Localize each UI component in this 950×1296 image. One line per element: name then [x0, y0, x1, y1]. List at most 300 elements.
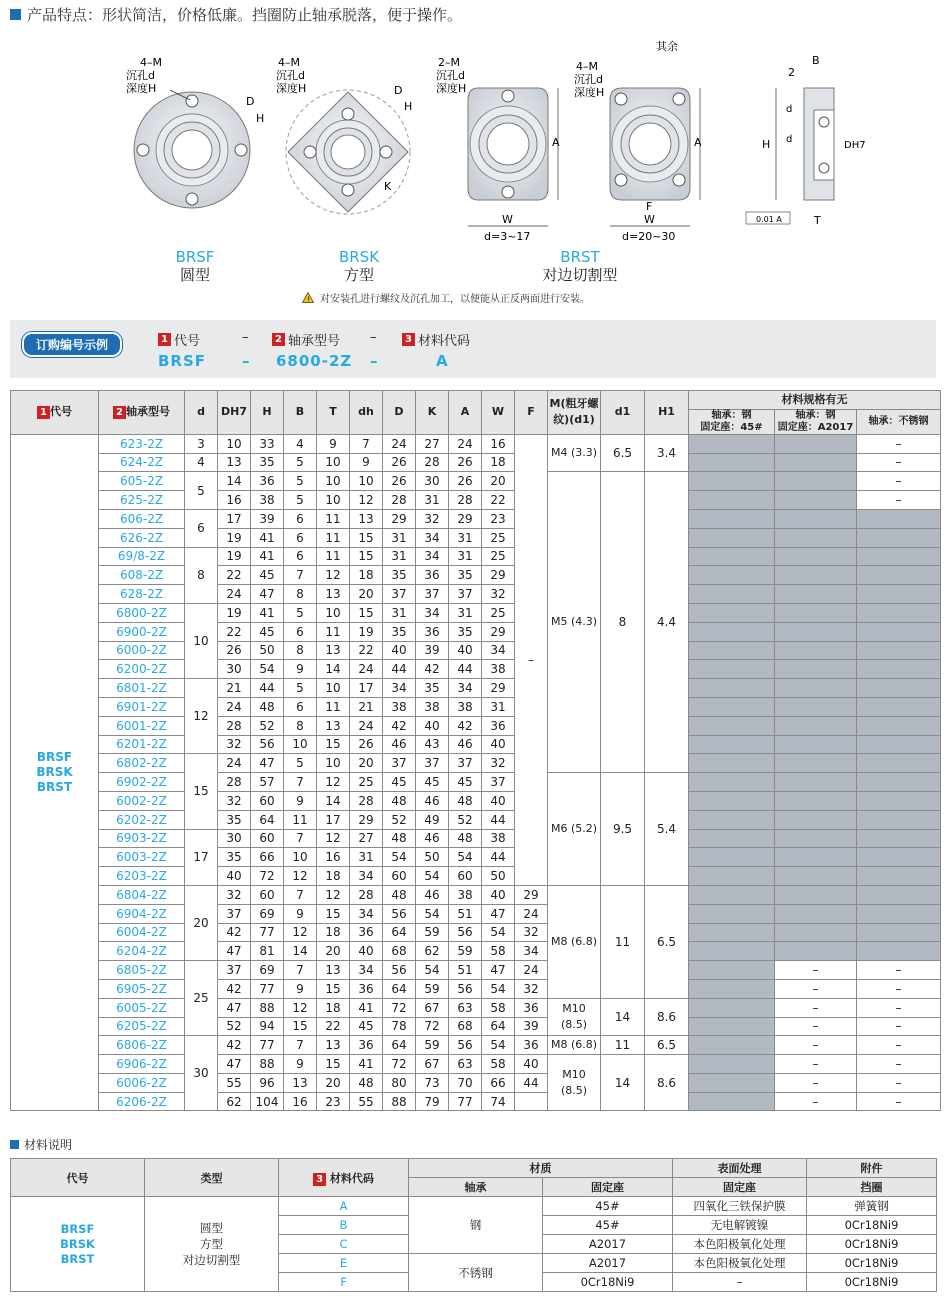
dim-cell: 48: [449, 791, 482, 810]
dim-cell: 24: [350, 660, 383, 679]
table-row: [11, 1036, 941, 1055]
dim-cell: 24: [383, 434, 416, 453]
table-row: [11, 810, 941, 829]
spec-available: [857, 885, 941, 904]
dim-cell: 41: [251, 528, 284, 547]
dim-cell: 44: [251, 679, 284, 698]
spec-unavailable: –: [857, 453, 941, 472]
dim-4m-3: 4–M: [576, 60, 598, 73]
dim-cell: 41: [350, 998, 383, 1017]
dim-cell: 32: [218, 791, 251, 810]
dim-cell: 17: [317, 810, 350, 829]
spec-available: [689, 942, 775, 961]
order-v3: A: [436, 352, 449, 370]
dim-cell: 50: [416, 848, 449, 867]
spec-available: [857, 547, 941, 566]
f-cell: 36: [515, 1036, 548, 1055]
dim-cell: 29: [449, 509, 482, 528]
table-row: [11, 942, 941, 961]
dim-cell: 10: [317, 603, 350, 622]
spec-available: [689, 491, 775, 510]
spec-available: [775, 829, 857, 848]
bearing-model: 628-2Z: [99, 585, 185, 604]
dim-cell: 37: [218, 961, 251, 980]
spec-available: [775, 603, 857, 622]
dim-4m: 4–M: [140, 56, 162, 69]
spec-available: [775, 848, 857, 867]
dim-cell: 13: [317, 961, 350, 980]
dim-cell: 78: [383, 1017, 416, 1036]
dim-cell: 29: [350, 810, 383, 829]
dim-cell: 26: [350, 735, 383, 754]
dim-cell: 55: [218, 1073, 251, 1092]
dim-cell: 52: [383, 810, 416, 829]
dim-cell: 46: [416, 885, 449, 904]
mat-code: A: [279, 1197, 409, 1216]
dim-cell: 77: [251, 923, 284, 942]
dim-cell: 38: [482, 660, 515, 679]
type-text: 对边切割型: [182, 1253, 241, 1267]
accessory: 0Cr18Ni9: [807, 1273, 937, 1292]
bearing-steel: 钢: [409, 1197, 543, 1254]
bearing-model: 6900-2Z: [99, 622, 185, 641]
spec-available: [775, 867, 857, 886]
dim-cell: 20: [350, 585, 383, 604]
dim-cell: 22: [482, 491, 515, 510]
f-cell: 39: [515, 1017, 548, 1036]
header-label: H: [262, 405, 272, 419]
dim-cell: 44: [482, 848, 515, 867]
dim-cell: 36: [416, 622, 449, 641]
dim-cell: 5: [284, 603, 317, 622]
dim-cell: 104: [251, 1092, 284, 1111]
dim-cell: 40: [218, 867, 251, 886]
dim-depth-3: 深度H: [436, 82, 467, 95]
spec-available: [689, 923, 775, 942]
dim-4m-2: 4–M: [278, 56, 300, 69]
dim-cell: 7: [284, 885, 317, 904]
spec-unavailable: –: [857, 1017, 941, 1036]
h1-cell: 8.6: [645, 1055, 689, 1111]
spec-available: [775, 904, 857, 923]
order-v1: BRSF: [158, 352, 207, 370]
dim-cell: 16: [284, 1092, 317, 1111]
spec-available: [775, 491, 857, 510]
spec-available: [775, 735, 857, 754]
spec-available: [775, 622, 857, 641]
dim-cell: 47: [218, 942, 251, 961]
product-type: 对边切割型: [542, 266, 618, 284]
header-1: [99, 391, 185, 435]
spec-available: [857, 566, 941, 585]
spec-available: [857, 660, 941, 679]
bullet-square-icon: [10, 9, 21, 20]
dim-cell: 18: [317, 923, 350, 942]
dim-cell: 44: [482, 810, 515, 829]
order-h3-label: 材料代码: [418, 334, 471, 349]
materials-title-text: 材料说明: [24, 1138, 73, 1152]
dim-cell: 4: [284, 434, 317, 453]
dim-depth-4: 深度H: [574, 86, 605, 99]
spec-available: [857, 791, 941, 810]
dim-cell: 24: [350, 716, 383, 735]
dim-cell: 58: [482, 1055, 515, 1074]
dim-cell: 64: [383, 1036, 416, 1055]
dim-cell: 36: [350, 923, 383, 942]
dim-cell: 32: [218, 735, 251, 754]
bearing-model: 6006-2Z: [99, 1073, 185, 1092]
bearing-model: 605-2Z: [99, 472, 185, 491]
dim-cell: 72: [251, 867, 284, 886]
code-text: BRST: [36, 780, 73, 795]
dim-cell: 37: [449, 754, 482, 773]
dim-cell: 20: [350, 754, 383, 773]
spec-available: [775, 660, 857, 679]
dim-cell: 50: [482, 867, 515, 886]
d-cell: 6: [185, 509, 218, 547]
dim-cell: 9: [284, 791, 317, 810]
spec-available: [689, 453, 775, 472]
dim-cell: 22: [350, 641, 383, 660]
dim-cell: 16: [482, 434, 515, 453]
d-cell: 3: [185, 434, 218, 453]
f-cell: [515, 1092, 548, 1111]
dim-d-range-1: d=3~17: [484, 230, 531, 243]
bullet-square-icon: [10, 1140, 19, 1149]
spec-available: [775, 566, 857, 585]
spec-available: [689, 622, 775, 641]
bearing-model: 6805-2Z: [99, 961, 185, 980]
d1-cell: 11: [601, 885, 645, 998]
spec-available: [857, 679, 941, 698]
dim-cell: 54: [482, 1036, 515, 1055]
dim-cell: 11: [317, 509, 350, 528]
order-example-badge: 订购编号示例: [22, 332, 122, 357]
spec-available: [857, 716, 941, 735]
mat-code-cell: [11, 1197, 145, 1292]
header-label: B: [295, 405, 305, 419]
dim-cell: 36: [482, 716, 515, 735]
bearing-model: 6906-2Z: [99, 1055, 185, 1074]
dim-cell: 8: [284, 641, 317, 660]
dim-cell: 42: [218, 979, 251, 998]
bearing-stainless: 不锈钢: [409, 1254, 543, 1292]
dim-cell: 13: [350, 509, 383, 528]
dim-cell: 40: [482, 791, 515, 810]
dim-2m: 2–M: [438, 56, 460, 69]
dim-cell: 64: [383, 923, 416, 942]
dim-cell: 58: [482, 998, 515, 1017]
spec-available: [689, 603, 775, 622]
m-cell: M10 (8.5): [548, 1055, 601, 1111]
dim-cbore-4: 沉孔d: [574, 73, 603, 86]
mat-header-type: 类型: [145, 1159, 279, 1197]
warning-icon: [302, 292, 314, 303]
order-h1-label: 代号: [174, 334, 201, 349]
type-text: 方型: [200, 1237, 223, 1251]
dim-B: B: [812, 54, 820, 67]
dim-cell: 28: [350, 885, 383, 904]
mat-code: E: [279, 1254, 409, 1273]
f-cell: 24: [515, 961, 548, 980]
dim-cell: 19: [350, 622, 383, 641]
num-3-icon: 3: [402, 333, 415, 346]
spec-available: [689, 641, 775, 660]
f-cell: 29: [515, 885, 548, 904]
dim-cell: 42: [383, 716, 416, 735]
dim-cell: 31: [449, 603, 482, 622]
order-dash-1: –: [242, 330, 249, 345]
dim-cell: 22: [218, 622, 251, 641]
dim-cell: 31: [383, 603, 416, 622]
dim-cell: 12: [284, 867, 317, 886]
spec-available: [689, 867, 775, 886]
dim-other: 其余: [656, 40, 678, 53]
spec-available: [857, 754, 941, 773]
dim-cell: 20: [317, 1073, 350, 1092]
dim-cell: 77: [449, 1092, 482, 1111]
header-label: A: [460, 405, 470, 419]
header-4: [251, 391, 284, 435]
dim-cell: 7: [284, 566, 317, 585]
mat-header-matcode-label: 材料代码: [329, 1171, 374, 1185]
bearing-model: 6904-2Z: [99, 904, 185, 923]
f-cell: 24: [515, 904, 548, 923]
dim-cell: 66: [251, 848, 284, 867]
dim-cell: 10: [350, 472, 383, 491]
dim-cell: 26: [383, 453, 416, 472]
table-row: [11, 923, 941, 942]
bearing-model: 6000-2Z: [99, 641, 185, 660]
dim-cell: 51: [449, 961, 482, 980]
dim-cell: 47: [482, 961, 515, 980]
header-14: [601, 391, 645, 435]
spec-unavailable: –: [857, 491, 941, 510]
mat-code: F: [279, 1273, 409, 1292]
dim-A: A: [552, 136, 560, 149]
dim-cell: 38: [482, 829, 515, 848]
dim-cell: 81: [251, 942, 284, 961]
spec-unavailable: –: [857, 434, 941, 453]
h1-cell: 6.5: [645, 1036, 689, 1055]
dim-cell: 35: [449, 622, 482, 641]
table-row: [11, 1017, 941, 1036]
spec-available: [775, 810, 857, 829]
dim-cell: 37: [383, 754, 416, 773]
spec-unavailable: –: [775, 998, 857, 1017]
dim-cell: 47: [251, 754, 284, 773]
type-text: 圆型: [200, 1221, 223, 1235]
spec-unavailable: –: [857, 979, 941, 998]
dim-cell: 40: [482, 885, 515, 904]
dim-cell: 29: [383, 509, 416, 528]
bearing-model: 624-2Z: [99, 453, 185, 472]
product-type: 圆型: [179, 266, 210, 284]
dim-cell: 37: [218, 904, 251, 923]
dim-cell: 6: [284, 528, 317, 547]
brst-small-drawing: [436, 56, 560, 243]
dim-cell: 31: [449, 528, 482, 547]
d-cell: 8: [185, 547, 218, 603]
dim-cell: 54: [416, 904, 449, 923]
d-cell: 10: [185, 603, 218, 678]
dim-cell: 35: [416, 679, 449, 698]
bearing-model: 6802-2Z: [99, 754, 185, 773]
dim-cell: 39: [416, 641, 449, 660]
dim-cell: 62: [218, 1092, 251, 1111]
table-row: [11, 829, 941, 848]
spec-available: [689, 810, 775, 829]
dim-cell: 31: [383, 547, 416, 566]
bearing-model: 6206-2Z: [99, 1092, 185, 1111]
dim-cell: 37: [482, 773, 515, 792]
f-cell: 32: [515, 923, 548, 942]
dim-cell: 12: [284, 998, 317, 1017]
dim-cbore-3: 沉孔d: [436, 69, 465, 82]
spec-available: [775, 679, 857, 698]
dim-cell: 14: [284, 942, 317, 961]
mat-header-surface-sub: 固定座: [673, 1178, 807, 1197]
d1-cell: 14: [601, 1055, 645, 1111]
table-row: [11, 660, 941, 679]
table-row: [11, 585, 941, 604]
svg-text:!: !: [307, 295, 310, 303]
dim-cell: 49: [416, 810, 449, 829]
dim-cell: 68: [383, 942, 416, 961]
spec-available: [689, 434, 775, 453]
spec-available: [689, 1036, 775, 1055]
dim-cell: 19: [218, 547, 251, 566]
dim-cell: 47: [251, 585, 284, 604]
f-cell: –: [515, 434, 548, 885]
table-row: [11, 904, 941, 923]
dim-cbore: 沉孔d: [126, 69, 155, 82]
seat-material: 0Cr18Ni9: [543, 1273, 673, 1292]
dim-cell: 52: [449, 810, 482, 829]
spec-available: [689, 1055, 775, 1074]
order-dash-2: –: [370, 330, 377, 345]
dim-cell: 13: [317, 716, 350, 735]
dim-H-2: H: [404, 100, 413, 113]
dim-cell: 60: [251, 885, 284, 904]
num-1-icon: 1: [37, 406, 50, 419]
dim-cell: 54: [482, 979, 515, 998]
dim-cell: 11: [317, 547, 350, 566]
dim-cell: 35: [218, 810, 251, 829]
spec-available: [689, 848, 775, 867]
dim-cell: 38: [449, 885, 482, 904]
dim-cell: 59: [416, 979, 449, 998]
spec-available: [689, 961, 775, 980]
spec-unavailable: –: [775, 961, 857, 980]
surface-treatment: –: [673, 1273, 807, 1292]
dim-cell: 94: [251, 1017, 284, 1036]
bearing-model: 6804-2Z: [99, 885, 185, 904]
dim-cell: 25: [350, 773, 383, 792]
dim-cell: 32: [482, 585, 515, 604]
spec-available: [689, 660, 775, 679]
num-3-icon: 3: [313, 1173, 326, 1186]
d-cell: 12: [185, 679, 218, 754]
spec-available: [857, 603, 941, 622]
num-2-icon: 2: [272, 333, 285, 346]
dim-cell: 41: [251, 603, 284, 622]
spec-available: [775, 585, 857, 604]
spec-available: [857, 585, 941, 604]
mat-header-acc: 附件: [807, 1159, 937, 1178]
dim-cell: 10: [284, 848, 317, 867]
dim-cell: 10: [317, 754, 350, 773]
spec-available: [689, 885, 775, 904]
dim-d-range-2: d=20~30: [622, 230, 676, 243]
dim-cell: 31: [350, 848, 383, 867]
dim-cell: 46: [416, 791, 449, 810]
dim-cell: 12: [284, 923, 317, 942]
dim-H-3: H: [762, 138, 771, 151]
dim-cell: 8: [284, 716, 317, 735]
order-v-dash-2: –: [370, 352, 379, 370]
spec-unavailable: –: [857, 961, 941, 980]
dim-cell: 48: [449, 829, 482, 848]
header-label: T: [329, 405, 337, 419]
dim-cell: 19: [218, 528, 251, 547]
table-row: [11, 509, 941, 528]
dim-cell: 15: [317, 735, 350, 754]
dim-cell: 34: [449, 679, 482, 698]
order-v2: 6800-2Z: [276, 352, 353, 370]
dim-cell: 5: [284, 754, 317, 773]
dim-cell: 14: [317, 660, 350, 679]
dim-cell: 18: [317, 998, 350, 1017]
dim-cell: 5: [284, 472, 317, 491]
dim-cell: 32: [218, 885, 251, 904]
header-6: [317, 391, 350, 435]
dim-cell: 16: [218, 491, 251, 510]
dim-cell: 48: [350, 1073, 383, 1092]
seat-material: A2017: [543, 1235, 673, 1254]
dim-cell: 48: [383, 885, 416, 904]
dim-dh: d: [786, 134, 793, 145]
table-row: [11, 716, 941, 735]
bearing-model: 6801-2Z: [99, 679, 185, 698]
seat-material: 45#: [543, 1197, 673, 1216]
dim-cell: 40: [482, 735, 515, 754]
bearing-model: 6901-2Z: [99, 697, 185, 716]
dim-cell: 29: [482, 566, 515, 585]
order-h2-label: 轴承型号: [288, 334, 341, 349]
dim-cell: 15: [350, 603, 383, 622]
table-row: [11, 434, 941, 453]
table-row: [11, 848, 941, 867]
dim-cell: 56: [383, 904, 416, 923]
dim-cell: 31: [482, 697, 515, 716]
dim-cell: 41: [350, 1055, 383, 1074]
dim-cell: 8: [284, 585, 317, 604]
dim-cell: 58: [482, 942, 515, 961]
dim-cell: 12: [317, 829, 350, 848]
table-row: [11, 697, 941, 716]
dim-cell: 11: [317, 528, 350, 547]
dim-cell: 28: [218, 716, 251, 735]
dim-cell: 60: [449, 867, 482, 886]
dim-cell: 17: [218, 509, 251, 528]
dim-cell: 25: [482, 528, 515, 547]
dim-cell: 34: [350, 867, 383, 886]
dim-cell: 10: [218, 434, 251, 453]
h1-cell: 5.4: [645, 773, 689, 886]
dim-cell: 13: [284, 1073, 317, 1092]
spec-available: [689, 1017, 775, 1036]
